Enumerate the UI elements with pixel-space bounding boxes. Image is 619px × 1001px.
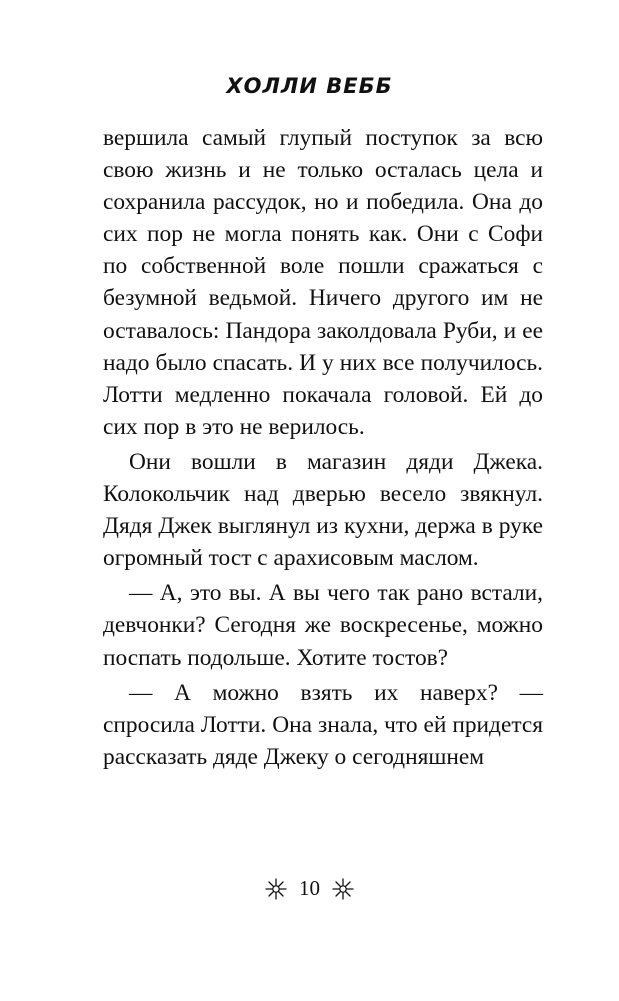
paragraph: — А можно взять их наверх? — спросила Лотти. Она знала, что ей придется рассказать дяде Джеку о сегодняшнем [103,679,543,770]
page-folio [0,876,619,901]
paragraph: — А, это вы. А вы чего так рано встали, девчонки? Сегодня же воскресенье, можно поспать подольше. Хотите тостов? [103,580,543,671]
starburst-ornament-icon [332,878,354,900]
paragraph: Они вошли в магазин дяди Джека. Колокольчик над дверью весело звякнул. Дядя Джек выглянул из кухни, держа в руке огромный тост с арахисовым маслом. [103,448,543,572]
page-number: 10 [299,876,320,900]
running-head: ХОЛЛИ ВЕББ [226,74,393,98]
starburst-ornament-icon [265,878,287,900]
paragraph: вершила самый глупый поступок за всю свою жизнь и не только осталась цела и сохранила рассудок, но и победила. Она до сих пор не могла понять как. Они с Софи по собственной воле пошли сражаться с безумной ведьмой. Ничего другого им не оставалось: Пандора заколдовала Руби, и ее надо было спасать. И у них все получилось. Лотти медленно покачала головой. Ей до сих пор в это не верилось. [103,125,543,440]
body-text [103,122,543,773]
